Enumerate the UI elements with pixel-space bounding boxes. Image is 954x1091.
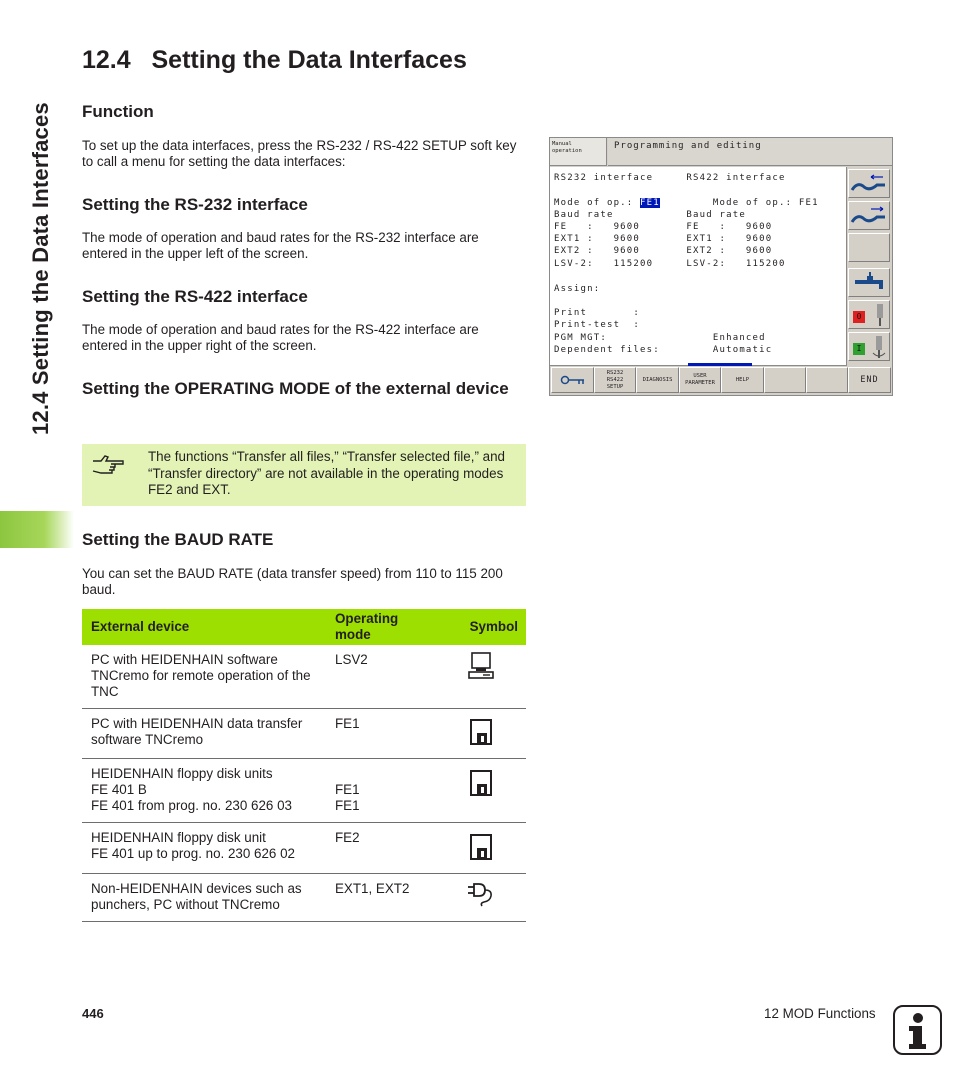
transfer-left-softkey[interactable] [848, 169, 890, 198]
screen-line: LSV-2: 115200 LSV-2: 115200 [554, 259, 786, 269]
transfer-right-softkey[interactable] [848, 201, 890, 230]
softkey-label-line: RS422 [606, 376, 624, 383]
screen-softkey-row [550, 367, 892, 395]
cell-mode: FE1 [326, 709, 435, 759]
tnc-screen [549, 137, 893, 396]
screen-text: Mode of op.: FE1 [659, 198, 819, 208]
chapter-label: 12 MOD Functions [764, 1006, 876, 1021]
empty-side-softkey[interactable] [848, 233, 890, 262]
rs422-text: The mode of operation and baud rates for the RS-422 interface are entered in the upper right of the screen. [82, 322, 479, 353]
baud-heading: Setting the BAUD RATE [82, 530, 274, 549]
screen-line [554, 198, 819, 208]
mode-of-op-field[interactable]: FE1 [640, 198, 660, 208]
faucet-icon [849, 269, 889, 296]
floppy-icon [435, 709, 526, 759]
screen-mode-line: operation [552, 148, 582, 154]
table-row [82, 823, 526, 874]
screen-line: FE : 9600 FE : 9600 [554, 222, 773, 232]
cell-device-line: HEIDENHAIN floppy disk units [91, 766, 273, 781]
screen-line: Assign: [554, 284, 601, 294]
key-softkey[interactable] [551, 367, 594, 393]
user-parameter-softkey[interactable] [679, 367, 721, 393]
rs422-heading: Setting the RS-422 interface [82, 287, 308, 306]
empty-softkey-1[interactable] [764, 367, 806, 393]
diagnosis-softkey[interactable]: DIAGNOSIS [636, 367, 679, 393]
cell-device: PC with HEIDENHAIN software TNCremo for remote operation of the TNC [82, 645, 326, 709]
transfer-left-icon [849, 170, 889, 197]
cell-mode-line: FE1 [335, 798, 360, 813]
floppy-icon [435, 759, 526, 823]
screen-line: Print-test : [554, 320, 641, 330]
on-indicator: I [853, 343, 865, 355]
rs232-heading: Setting the RS-232 interface [82, 195, 308, 214]
cell-device-line: FE 401 B [91, 782, 147, 797]
spindle-icon [873, 303, 887, 327]
softkey-label-line: USER [693, 373, 707, 379]
sidebar-title [22, 40, 62, 440]
spindle-on-softkey[interactable] [848, 332, 890, 361]
table-row [82, 759, 526, 823]
page-number: 446 [82, 1006, 104, 1021]
opmode-heading: Setting the OPERATING MODE of the external device [82, 379, 509, 398]
softkey-label-line: SETUP [606, 383, 624, 390]
table-row [82, 645, 526, 709]
screen-line: Dependent files: Automatic [554, 345, 773, 355]
end-softkey[interactable]: END [848, 367, 891, 393]
cell-mode [326, 759, 435, 823]
table-row [82, 709, 526, 759]
cell-mode-line: FE1 [335, 782, 360, 797]
transfer-right-icon [849, 202, 889, 229]
screen-mode-label [550, 138, 607, 166]
screen-line: RS232 interface RS422 interface [554, 173, 786, 183]
key-icon [559, 374, 587, 386]
sidebar-tab-marker [0, 511, 74, 548]
screen-line: Print : [554, 308, 641, 318]
cell-device [82, 759, 326, 823]
rs232-text: The mode of operation and baud rates for the RS-232 interface are entered in the upper left of the screen. [82, 230, 479, 261]
screen-line: EXT2 : 9600 EXT2 : 9600 [554, 246, 773, 256]
softkey-label-line: RS232 [606, 369, 624, 376]
screen-side-softkeys [847, 167, 892, 365]
note-box [82, 444, 526, 506]
coolant-softkey[interactable] [848, 268, 890, 297]
page-title: 12.4 Setting the Data Interfaces [82, 46, 467, 74]
plug-icon [435, 874, 526, 922]
cell-device: Non-HEIDENHAIN devices such as punchers, PC without TNCremo [82, 874, 326, 922]
info-icon [893, 1005, 942, 1055]
rs232-rs422-setup-softkey[interactable] [594, 367, 636, 393]
cell-mode-line [335, 766, 435, 782]
spindle-icon [871, 335, 887, 359]
device-table [82, 609, 526, 922]
cell-device-line: FE 401 up to prog. no. 230 626 02 [91, 846, 295, 861]
screen-main [550, 167, 847, 366]
pc-icon [435, 645, 526, 709]
table-row [82, 874, 526, 922]
screen-line: PGM MGT: Enhanced [554, 333, 766, 343]
screen-mode-line: Manual [552, 141, 572, 147]
col-header-mode: Operating mode [326, 609, 435, 645]
col-header-symbol: Symbol [435, 609, 526, 645]
screen-header: Programming and editing [608, 138, 892, 166]
screen-line: Baud rate Baud rate [554, 210, 746, 220]
cell-mode: EXT1, EXT2 [326, 874, 435, 922]
cell-device-line: HEIDENHAIN floppy disk unit [91, 830, 266, 845]
cell-device-line: FE 401 from prog. no. 230 626 03 [91, 798, 292, 813]
baud-text: You can set the BAUD RATE (data transfer speed) from 110 to 115 200 baud. [82, 566, 503, 597]
function-text: To set up the data interfaces, press the RS-232 / RS-422 SETUP soft key to call a menu for setting the data interfaces: [82, 138, 517, 169]
function-heading: Function [82, 102, 154, 121]
table-header-row [82, 609, 526, 645]
cell-device: PC with HEIDENHAIN data transfer software TNCremo [82, 709, 326, 759]
cell-device [82, 823, 326, 874]
floppy-icon [435, 823, 526, 874]
sidebar-title-text: 12.4 Setting the Data Interfaces [28, 102, 53, 435]
col-header-device: External device [82, 609, 326, 645]
cell-mode: FE2 [326, 823, 435, 874]
note-text: The functions “Transfer all files,” “Transfer selected file,” and “Transfer directory” are not available in the operating modes FE2 and EXT. [148, 449, 505, 497]
pointing-hand-icon [91, 452, 127, 478]
screen-cursor-bar [688, 363, 752, 366]
screen-text: Mode of op.: [554, 198, 641, 208]
empty-softkey-2[interactable] [806, 367, 848, 393]
off-indicator: 0 [853, 311, 865, 323]
cell-mode: LSV2 [326, 645, 435, 709]
screen-line: EXT1 : 9600 EXT1 : 9600 [554, 234, 773, 244]
softkey-label-line: PARAMETER [685, 380, 715, 386]
help-softkey[interactable]: HELP [721, 367, 764, 393]
spindle-off-softkey[interactable] [848, 300, 890, 329]
